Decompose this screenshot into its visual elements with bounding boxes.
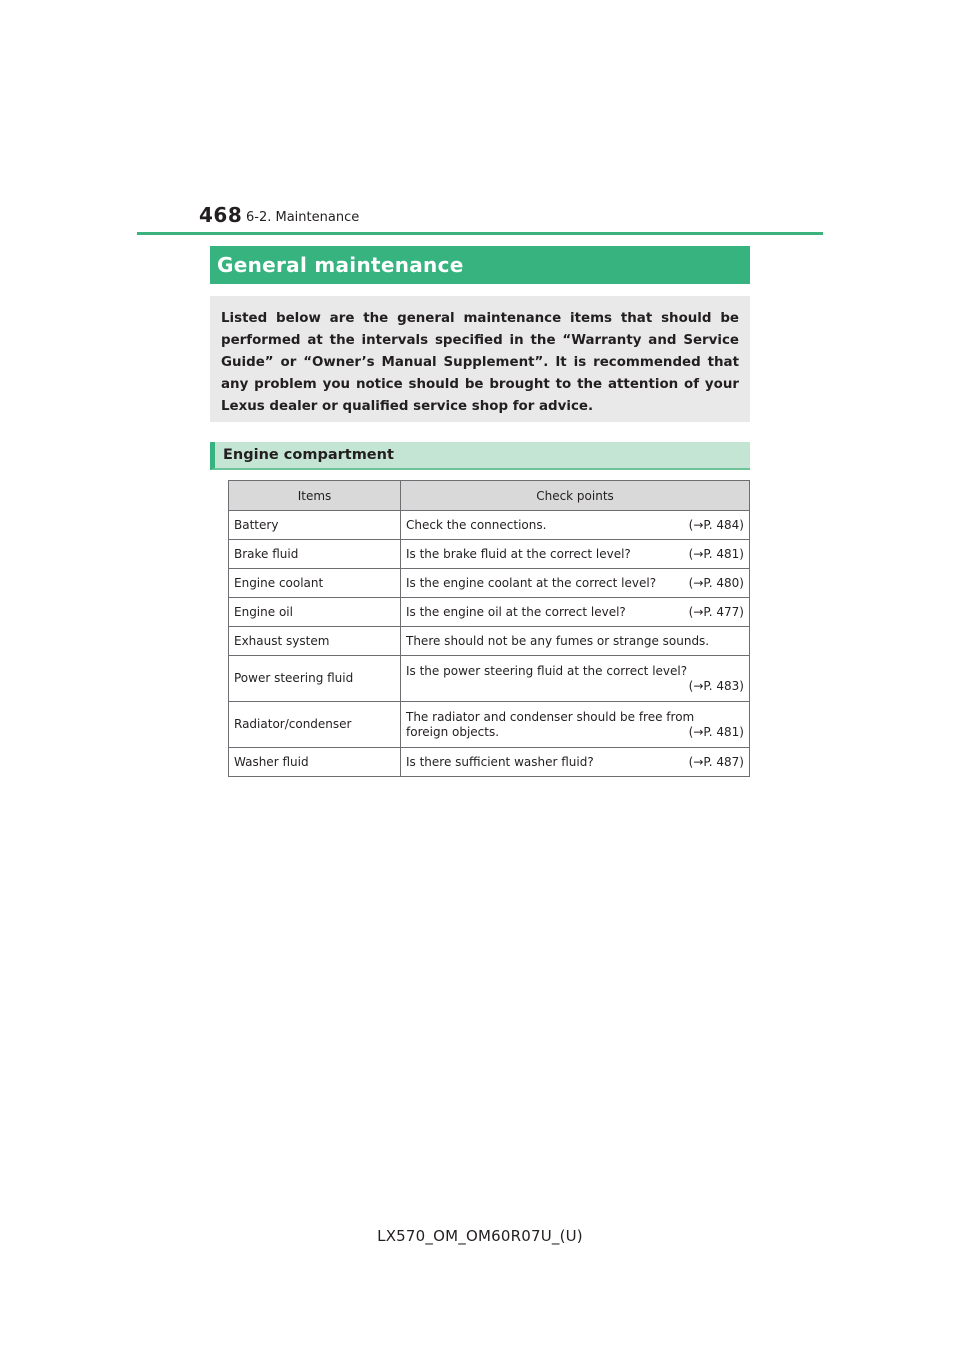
item-cell: Power steering fluid bbox=[229, 656, 401, 702]
table-row bbox=[229, 569, 750, 598]
page-number: 468 bbox=[199, 203, 243, 227]
intro-text: Listed below are the general maintenance items that should be performed at the intervals specified in the “Warranty and Service Guide” or “Owner’s Manual Supplement”. It is recommended that any problem you notice should be brought to the attention of your Lexus dealer or qualified service shop for advice. bbox=[221, 311, 739, 414]
page-ref: (→P. 487) bbox=[688, 754, 744, 769]
table-row bbox=[229, 702, 750, 748]
page-ref: (→P. 484) bbox=[688, 517, 744, 532]
check-text: Is there sufficient washer fluid? bbox=[406, 754, 594, 769]
page-ref: (→P. 480) bbox=[688, 575, 744, 590]
check-text: Is the engine oil at the correct level? bbox=[406, 604, 626, 619]
page-ref: (→P. 477) bbox=[688, 604, 744, 619]
header-rule bbox=[137, 232, 823, 235]
check-text: Check the connections. bbox=[406, 517, 547, 532]
table-header-row bbox=[229, 481, 750, 511]
table-row bbox=[229, 656, 750, 702]
check-cell bbox=[401, 540, 750, 569]
table-row bbox=[229, 598, 750, 627]
check-cell bbox=[401, 511, 750, 540]
item-cell: Washer fluid bbox=[229, 748, 401, 777]
check-cell bbox=[401, 656, 750, 702]
check-text: foreign objects. bbox=[406, 724, 500, 739]
item-cell: Exhaust system bbox=[229, 627, 401, 656]
header-items: Items bbox=[229, 481, 401, 511]
page-ref: (→P. 483) bbox=[688, 678, 744, 693]
item-cell: Radiator/condenser bbox=[229, 702, 401, 748]
check-text: Is the brake fluid at the correct level? bbox=[406, 546, 631, 561]
table-row bbox=[229, 540, 750, 569]
check-text: The radiator and condenser should be free from bbox=[406, 709, 695, 724]
intro-box bbox=[210, 296, 750, 422]
item-cell: Brake fluid bbox=[229, 540, 401, 569]
check-cell bbox=[401, 598, 750, 627]
table-row bbox=[229, 748, 750, 777]
table-row bbox=[229, 627, 750, 656]
check-cell: There should not be any fumes or strange sounds. bbox=[401, 627, 750, 656]
check-cell bbox=[401, 702, 750, 748]
page-ref: (→P. 481) bbox=[688, 546, 744, 561]
page-ref: (→P. 481) bbox=[688, 724, 744, 739]
subsection-bar bbox=[210, 442, 750, 470]
title-bar bbox=[210, 246, 750, 284]
check-cell bbox=[401, 748, 750, 777]
check-text: Is the engine coolant at the correct level? bbox=[406, 575, 657, 590]
page-title: General maintenance bbox=[217, 253, 464, 277]
section-label: 6-2. Maintenance bbox=[246, 210, 360, 225]
maintenance-table bbox=[228, 480, 750, 777]
item-cell: Engine oil bbox=[229, 598, 401, 627]
table-row bbox=[229, 511, 750, 540]
item-cell: Engine coolant bbox=[229, 569, 401, 598]
check-cell bbox=[401, 569, 750, 598]
header-check-points: Check points bbox=[401, 481, 750, 511]
item-cell: Battery bbox=[229, 511, 401, 540]
subsection-title: Engine compartment bbox=[223, 447, 394, 463]
document-code: LX570_OM_OM60R07U_(U) bbox=[377, 1227, 583, 1245]
check-text: Is the power steering fluid at the correct level? bbox=[406, 663, 688, 678]
